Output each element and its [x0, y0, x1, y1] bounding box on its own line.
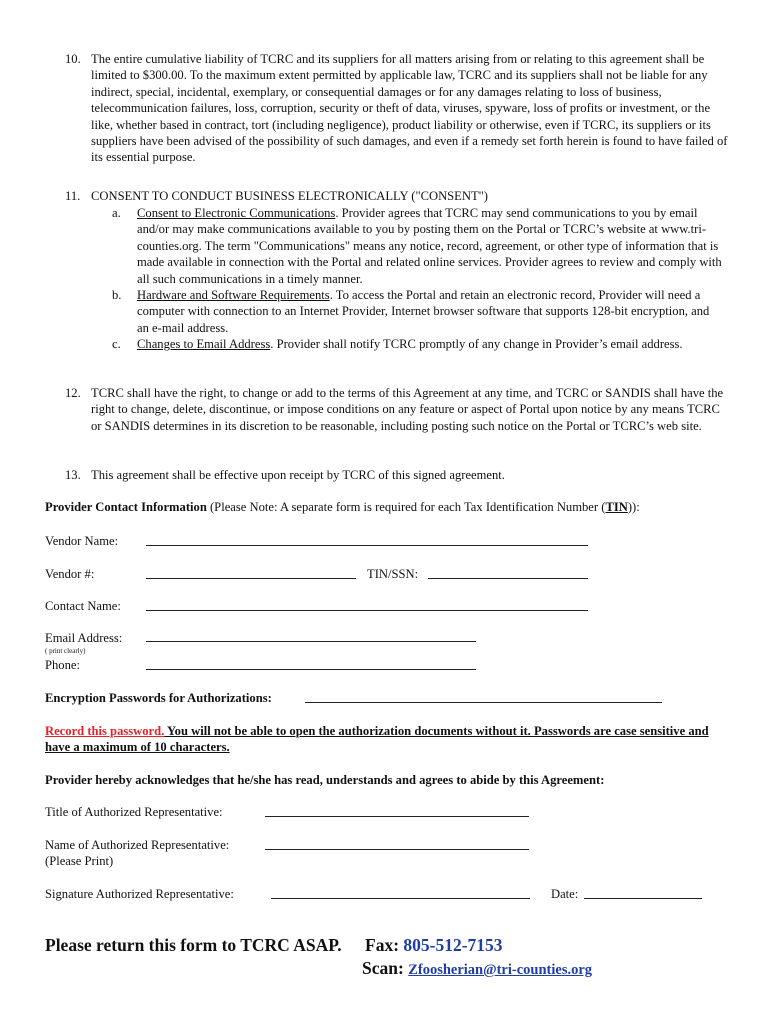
clause-text: The entire cumulative liability of TCRC and its suppliers for all matters arising from or relating to this agreement shall be limited to $300.00. To the maximum extent permitted by applicable law, TCRC and its suppliers shall not be liable for any indirect, special, incidental, exemplary, or consequential damages or for any damages relating to loss of business, telecommunication failures, loss, corruption, security or theft of data, viruses, spyware, loss of profits or investment, or the like, whether based in contract, tort (including negligence), product liability or otherwise, even if TCRC, its suppliers or its suppliers have been advised of the possibility of such damages, and even if a remedy set forth herein is found to have failed of its essential purpose. [91, 52, 728, 165]
clause-number: 13. [65, 468, 81, 482]
date-label: Date: [551, 887, 579, 901]
acknowledgement: Provider hereby acknowledges that he/she has read, understands and agrees to abide by this Agreement: [45, 773, 605, 787]
contact-name-field[interactable] [146, 610, 588, 611]
encryption-label: Encryption Passwords for Authorizations: [45, 691, 272, 705]
email-field[interactable] [146, 641, 476, 642]
sub-heading: Hardware and Software Requirements [137, 288, 330, 302]
title-rep-label: Title of Authorized Representative: [45, 805, 223, 819]
contact-info-heading [45, 499, 745, 515]
phone-field[interactable] [146, 669, 476, 670]
sub-text: . Provider shall notify TCRC promptly of any change in Provider’s email address. [270, 337, 683, 351]
sub-heading: Changes to Email Address [137, 337, 271, 351]
clause-number: 11. [65, 189, 81, 203]
email-label: Email Address: [45, 631, 123, 645]
sub-letter: b. [112, 288, 122, 302]
sub-letter: a. [112, 206, 121, 220]
signature-field[interactable] [271, 898, 530, 899]
name-rep-label: Name of Authorized Representative: [45, 838, 230, 852]
clause-text: This agreement shall be effective upon receipt by TCRC of this signed agreement. [91, 468, 505, 482]
scan-email-link[interactable]: Zfoosherian@tri-counties.org [408, 962, 593, 978]
sub-text: . To access the Portal and retain an electronic record, Provider will need a computer with connection to an Internet Provider, Internet browser software that supports 128-bit encryption, and an e-mail address. [137, 288, 710, 335]
tin-abbrev: TIN [605, 500, 628, 514]
contact-note: (Please Note: A separate form is required for each Tax Identification Number ( [206, 500, 606, 514]
fax-number: 805-512-7153 [403, 935, 503, 955]
tin-ssn-label: TIN/SSN: [367, 567, 419, 581]
tin-ssn-field[interactable] [428, 578, 588, 579]
encryption-password-field[interactable] [305, 702, 662, 703]
clause-text: TCRC shall have the right, to change or add to the terms of this Agreement at any time, and TCRC or SANDIS shall have the right to change, delete, discontinue, or impose conditions on any feature or aspect of Portal upon notice by any means TCRC or SANDIS determines in its discretion to be reasonable, including posting such notice on the Portal or TCRC’s web site. [91, 386, 724, 433]
vendor-number-label: Vendor #: [45, 567, 95, 581]
sub-letter: c. [112, 337, 121, 351]
scan-line [362, 957, 592, 981]
phone-label: Phone: [45, 658, 80, 672]
password-warning-text: You will not be able to open the authorization documents without it. Passwords are case sensitive and have a maximum of 10 characters. [45, 724, 709, 755]
scan-label: Scan: [362, 958, 404, 978]
vendor-name-field[interactable] [146, 545, 588, 546]
clause-heading: CONSENT TO CONDUCT BUSINESS ELECTRONICALLY ("CONSENT") [91, 189, 488, 203]
clause-number: 10. [65, 52, 81, 66]
vendor-name-label: Vendor Name: [45, 534, 119, 548]
contact-heading: Provider Contact Information [45, 500, 207, 514]
fax-line [365, 934, 503, 956]
signature-label: Signature Authorized Representative: [45, 887, 234, 901]
title-rep-field[interactable] [265, 816, 529, 817]
clause-number: 12. [65, 386, 81, 400]
name-rep-field[interactable] [265, 849, 529, 850]
fax-label: Fax: [365, 935, 400, 955]
date-field[interactable] [584, 898, 702, 899]
sub-heading: Consent to Electronic Communications [137, 206, 336, 220]
print-clearly-note: ( print clearly) [45, 647, 86, 655]
return-instruction: Please return this form to TCRC ASAP. [45, 935, 342, 955]
contact-note-end: )): [627, 500, 640, 514]
please-print-note: (Please Print) [45, 854, 114, 868]
sub-text: . Provider agrees that TCRC may send communications to you by email and/or may make communications available to you by posting them on the Portal or TCRC’s website at www.tri-counties.org. The term "Communications" means any notice, record, agreement, or other type of information that is made available in connection with the Portal and related online services. Provider agrees to review and comply with all such communications in a timely manner. [137, 206, 722, 286]
contact-name-label: Contact Name: [45, 599, 121, 613]
password-warning [45, 723, 725, 756]
record-password-note: Record this password. [45, 724, 165, 738]
vendor-number-field[interactable] [146, 578, 356, 579]
